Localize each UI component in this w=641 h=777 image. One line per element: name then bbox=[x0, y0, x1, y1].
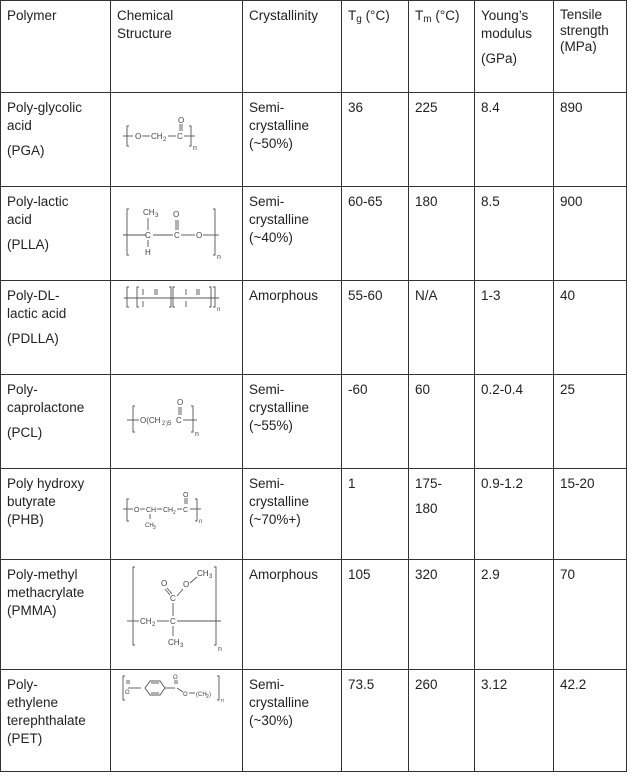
bracket-left bbox=[127, 287, 129, 307]
repeat-n: n bbox=[195, 430, 199, 438]
svg-text:O: O bbox=[183, 492, 189, 499]
svg-text:O: O bbox=[183, 692, 188, 698]
modulus-value: 3.12 bbox=[481, 677, 508, 692]
chemical-structure-pmma bbox=[111, 560, 243, 670]
modulus-value: 0.2-0.4 bbox=[481, 382, 524, 397]
atom-ch3-top: CH bbox=[197, 568, 209, 578]
pmma-structure-diagram bbox=[111, 563, 241, 667]
modulus-cell bbox=[475, 670, 554, 772]
header-tg-subscript: g bbox=[356, 14, 362, 25]
atom-c1: C bbox=[145, 230, 151, 240]
atom-ch2: (CH bbox=[196, 692, 207, 698]
tm-cell bbox=[409, 93, 475, 187]
header-tm bbox=[409, 1, 475, 93]
plla-structure-diagram bbox=[111, 199, 241, 269]
tg-value: 36 bbox=[348, 100, 364, 115]
tg-cell bbox=[342, 670, 409, 772]
header-row bbox=[1, 1, 627, 93]
atom-ch3-subscript: 3 bbox=[153, 525, 156, 531]
chemical-structure-pet bbox=[111, 670, 243, 772]
atom-c2: C bbox=[174, 230, 180, 240]
modulus-cell bbox=[475, 375, 554, 469]
table-row-pcl bbox=[1, 375, 627, 469]
polymer-name-line2: butyrate bbox=[7, 494, 56, 509]
header-crystallinity-label: Crystallinity bbox=[249, 8, 319, 23]
tm-cell bbox=[409, 187, 475, 281]
header-tg-symbol: T bbox=[348, 8, 357, 23]
table-row-pet bbox=[1, 670, 627, 772]
header-structure bbox=[111, 1, 243, 93]
tm-cell bbox=[409, 375, 475, 469]
tm-cell bbox=[409, 560, 475, 670]
atom-ch2-subscript: 2 bbox=[173, 510, 176, 516]
atom-c-top: C bbox=[170, 593, 176, 603]
polymer-name bbox=[1, 670, 111, 772]
pga-structure-diagram bbox=[111, 110, 241, 170]
tm-value: 225 bbox=[415, 100, 438, 115]
tm-value-line1: 175- bbox=[415, 476, 443, 491]
tm-value: 320 bbox=[415, 567, 438, 582]
atom-ch3-bottom: CH bbox=[168, 637, 180, 647]
polymer-name-line2: caprolactone bbox=[7, 400, 85, 415]
polymer-name-line1: Poly-methyl bbox=[7, 567, 78, 582]
tg-cell bbox=[342, 560, 409, 670]
atom-ch2-subscript: 2 bbox=[152, 621, 156, 628]
modulus-cell bbox=[475, 187, 554, 281]
polymer-name-line1: Poly- bbox=[7, 677, 38, 692]
table-row-plla bbox=[1, 187, 627, 281]
tensile-value: 42.2 bbox=[560, 677, 587, 692]
header-tg-unit: (°C) bbox=[361, 8, 390, 23]
table-row-phb bbox=[1, 469, 627, 560]
phb-structure-diagram bbox=[111, 489, 241, 539]
atom-ch2-subscript: 2 bbox=[163, 136, 167, 143]
tensile-cell bbox=[554, 187, 627, 281]
tm-value: 60 bbox=[415, 382, 431, 397]
chemical-structure-pdlla bbox=[111, 281, 243, 375]
repeat-n: n bbox=[217, 253, 221, 261]
polymer-abbreviation: (PLLA) bbox=[7, 237, 50, 252]
header-tensile bbox=[554, 1, 627, 93]
header-tensile-line1: Tensile bbox=[560, 7, 603, 22]
crystallinity-line1: Semi- bbox=[249, 100, 285, 115]
header-modulus-line1: Young’s bbox=[481, 8, 529, 23]
header-tm-unit: (°C) bbox=[431, 8, 460, 23]
atom-c: C bbox=[176, 415, 182, 425]
polymer-name bbox=[1, 281, 111, 375]
header-tensile-unit: (MPa) bbox=[560, 39, 597, 54]
tg-cell bbox=[342, 187, 409, 281]
tm-value: N/A bbox=[415, 288, 438, 303]
header-tm-subscript: m bbox=[423, 14, 432, 25]
tensile-cell bbox=[554, 93, 627, 187]
chemical-structure-phb bbox=[111, 469, 243, 560]
atom-o: O bbox=[196, 230, 203, 240]
tg-value: 73.5 bbox=[348, 677, 375, 692]
atom-c: C bbox=[183, 507, 189, 514]
polymer-name-line2: methacrylate bbox=[7, 585, 85, 600]
crystallinity-line3: (~55%) bbox=[249, 418, 293, 433]
polymer-abbreviation: (PGA) bbox=[7, 143, 45, 158]
polymer-name-line2: acid bbox=[7, 118, 32, 133]
crystallinity-line1: Semi- bbox=[249, 677, 285, 692]
tensile-value: 15-20 bbox=[560, 476, 595, 491]
crystallinity-cell bbox=[243, 560, 342, 670]
crystallinity-cell bbox=[243, 93, 342, 187]
atom-ch2-subscript: 2 bbox=[206, 694, 209, 700]
crystallinity-cell bbox=[243, 670, 342, 772]
tg-value: 55-60 bbox=[348, 288, 383, 303]
atom-ch3: CH bbox=[145, 523, 154, 529]
crystallinity-line1: Amorphous bbox=[249, 288, 319, 303]
atom-ch2-close: ) bbox=[209, 692, 211, 698]
crystallinity-line2: crystalline bbox=[249, 212, 310, 227]
polymer-name-line1: Poly-lactic bbox=[7, 194, 69, 209]
header-structure-line1: Chemical bbox=[117, 8, 174, 23]
tensile-value: 890 bbox=[560, 100, 583, 115]
crystallinity-cell bbox=[243, 281, 342, 375]
header-tensile-line2: strength bbox=[560, 23, 609, 38]
crystallinity-cell bbox=[243, 187, 342, 281]
crystallinity-line1: Semi- bbox=[249, 194, 285, 209]
atom-o-ch2: O(CH bbox=[140, 415, 161, 425]
header-tm-symbol: T bbox=[415, 8, 424, 23]
polymer-name bbox=[1, 469, 111, 560]
svg-text:O: O bbox=[178, 115, 185, 125]
bracket-right bbox=[195, 499, 197, 521]
atom-ch: CH bbox=[146, 507, 157, 514]
tm-value: 180 bbox=[415, 194, 438, 209]
polymer-name-line1: Poly- bbox=[7, 382, 38, 397]
polymer-abbreviation: (PET) bbox=[7, 731, 43, 746]
bracket-left bbox=[133, 406, 135, 432]
modulus-cell bbox=[475, 469, 554, 560]
crystallinity-line3: (~40%) bbox=[249, 230, 293, 245]
modulus-value: 2.9 bbox=[481, 567, 500, 582]
polymer-abbreviation: (PDLLA) bbox=[7, 331, 59, 346]
header-modulus-line2: modulus bbox=[481, 26, 533, 41]
repeat-n: n bbox=[199, 519, 203, 525]
tm-value: 260 bbox=[415, 677, 438, 692]
tg-cell bbox=[342, 469, 409, 560]
bracket-left bbox=[133, 567, 135, 645]
table-row-pmma bbox=[1, 560, 627, 670]
tg-value: 60-65 bbox=[348, 194, 383, 209]
tg-cell bbox=[342, 281, 409, 375]
atom-o: O bbox=[183, 579, 190, 589]
tensile-cell bbox=[554, 375, 627, 469]
header-structure-line2: Structure bbox=[117, 26, 172, 41]
polymer-name-line1: Poly-DL- bbox=[7, 288, 60, 303]
polymer-abbreviation: (PCL) bbox=[7, 425, 43, 440]
tensile-value: 70 bbox=[560, 567, 576, 582]
repeat-n: n bbox=[221, 698, 224, 704]
atom-o-top: O bbox=[173, 209, 180, 219]
tensile-cell bbox=[554, 670, 627, 772]
table-row-pdlla bbox=[1, 281, 627, 375]
pcl-structure-diagram bbox=[111, 392, 241, 452]
crystallinity-line1: Semi- bbox=[249, 382, 285, 397]
polymer-name-line2: acid bbox=[7, 212, 32, 227]
atom-ch2: CH bbox=[163, 507, 174, 514]
table-row-pga bbox=[1, 93, 627, 187]
svg-text:O: O bbox=[173, 675, 178, 681]
tensile-cell bbox=[554, 560, 627, 670]
svg-text:O: O bbox=[161, 578, 168, 588]
polymer-abbreviation: (PHB) bbox=[7, 512, 44, 527]
atom-o-top: O bbox=[177, 397, 184, 407]
bracket-left bbox=[123, 676, 125, 700]
crystallinity-line3: (~70%+) bbox=[249, 512, 301, 527]
tm-value-line2: 180 bbox=[415, 501, 438, 516]
tensile-cell bbox=[554, 281, 627, 375]
crystallinity-line3: (~50%) bbox=[249, 136, 293, 151]
crystallinity-line2: crystalline bbox=[249, 494, 310, 509]
polymer-name bbox=[1, 560, 111, 670]
modulus-value: 0.9-1.2 bbox=[481, 476, 524, 491]
tg-value: 1 bbox=[348, 476, 356, 491]
modulus-cell bbox=[475, 93, 554, 187]
atom-ch3-subscript: 3 bbox=[155, 212, 159, 219]
bracket-right bbox=[191, 406, 193, 432]
modulus-cell bbox=[475, 560, 554, 670]
repeat-n: n bbox=[218, 645, 222, 653]
tg-value: -60 bbox=[348, 382, 368, 397]
tensile-value: 40 bbox=[560, 288, 576, 303]
atom-ch2: CH bbox=[151, 131, 163, 141]
atom-c: C bbox=[170, 616, 176, 626]
bracket-right bbox=[214, 567, 216, 645]
bracket-right bbox=[213, 287, 215, 307]
chemical-structure-pcl bbox=[111, 375, 243, 469]
header-modulus bbox=[475, 1, 554, 93]
pet-structure-diagram bbox=[111, 670, 241, 714]
polymer-name-line3: terephthalate bbox=[7, 713, 86, 728]
svg-text:O: O bbox=[125, 690, 130, 696]
tg-cell bbox=[342, 375, 409, 469]
crystallinity-cell bbox=[243, 375, 342, 469]
tm-cell bbox=[409, 281, 475, 375]
crystallinity-cell bbox=[243, 469, 342, 560]
crystallinity-line2: crystalline bbox=[249, 695, 310, 710]
atom-ch3: CH bbox=[143, 207, 155, 217]
modulus-cell bbox=[475, 281, 554, 375]
tg-value: 105 bbox=[348, 567, 371, 582]
atom-c: C bbox=[177, 131, 183, 141]
atom-o: O bbox=[135, 131, 142, 141]
atom-repeat-5: )5 bbox=[166, 420, 172, 427]
header-crystallinity bbox=[243, 1, 342, 93]
pdlla-structure-diagram bbox=[111, 281, 241, 321]
bracket-left bbox=[127, 499, 129, 521]
atom-ch2-subscript: 2 bbox=[162, 420, 166, 427]
bracket-left bbox=[127, 209, 129, 255]
polymer-name-line2: lactic acid bbox=[7, 306, 67, 321]
crystallinity-line2: crystalline bbox=[249, 400, 310, 415]
polymer-name bbox=[1, 187, 111, 281]
crystallinity-line1: Semi- bbox=[249, 476, 285, 491]
polymer-name bbox=[1, 93, 111, 187]
bracket-right bbox=[217, 676, 219, 700]
atom-o: O bbox=[134, 507, 140, 514]
modulus-value: 8.4 bbox=[481, 100, 500, 115]
bracket-right bbox=[213, 209, 215, 255]
header-modulus-unit: (GPa) bbox=[481, 51, 518, 66]
atom-ch2: CH bbox=[140, 616, 152, 626]
polymer-abbreviation: (PMMA) bbox=[7, 603, 57, 618]
modulus-value: 8.5 bbox=[481, 194, 500, 209]
svg-text:3: 3 bbox=[180, 642, 184, 649]
crystallinity-line2: crystalline bbox=[249, 118, 310, 133]
tensile-value: 25 bbox=[560, 382, 576, 397]
tm-cell bbox=[409, 670, 475, 772]
header-polymer bbox=[1, 1, 111, 93]
crystallinity-line1: Amorphous bbox=[249, 567, 319, 582]
crystallinity-line3: (~30%) bbox=[249, 713, 293, 728]
header-polymer-label: Polymer bbox=[7, 8, 57, 23]
modulus-value: 1-3 bbox=[481, 288, 501, 303]
chemical-structure-plla bbox=[111, 187, 243, 281]
repeat-n: n bbox=[217, 307, 221, 313]
tm-cell bbox=[409, 469, 475, 560]
polymer-name-line2: ethylene bbox=[7, 695, 59, 710]
polymer-name-line1: Poly hydroxy bbox=[7, 476, 85, 491]
polymer-name-line1: Poly-glycolic bbox=[7, 100, 83, 115]
polymer-name bbox=[1, 375, 111, 469]
tensile-value: 900 bbox=[560, 194, 583, 209]
chemical-structure-pga bbox=[111, 93, 243, 187]
repeat-n: n bbox=[193, 144, 197, 152]
atom-h: H bbox=[145, 247, 151, 257]
atom-ch3-top-subscript: 3 bbox=[209, 573, 213, 580]
tensile-cell bbox=[554, 469, 627, 560]
header-tg bbox=[342, 1, 409, 93]
tg-cell bbox=[342, 93, 409, 187]
